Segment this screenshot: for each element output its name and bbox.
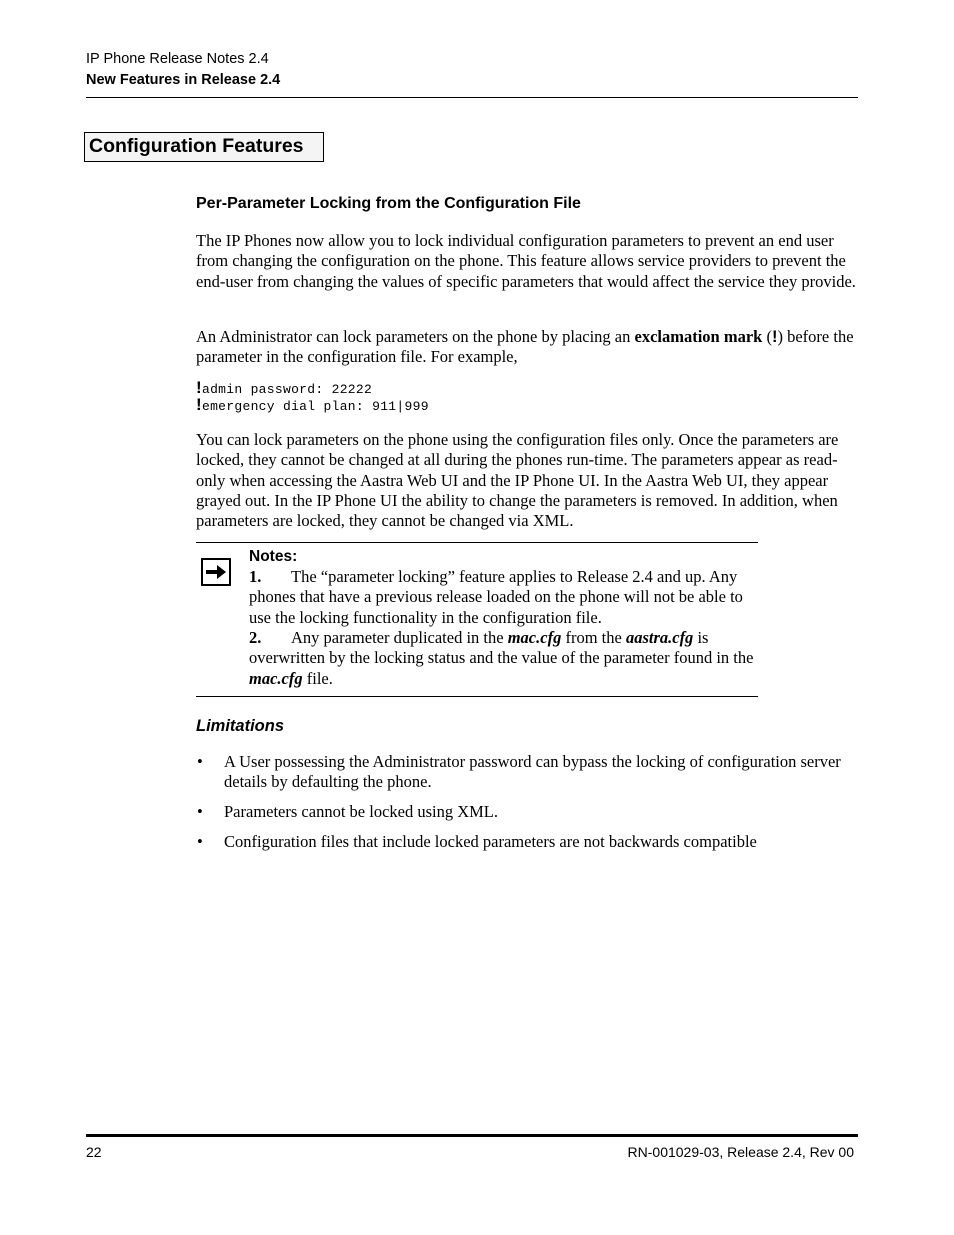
para2-paren: ( xyxy=(762,327,772,346)
paragraph-exclamation xyxy=(196,327,856,368)
filename: mac.cfg xyxy=(507,628,562,647)
code-text: admin password: 22222 xyxy=(201,382,373,397)
note-item xyxy=(249,567,759,628)
para2-before: An Administrator can lock parameters on the phone by placing an xyxy=(196,327,635,346)
note-text: The “parameter locking” feature applies to Release 2.4 and up. Any phones that have a previous release loaded on the phone will not be able to use the locking functionality in the configuration file. xyxy=(249,567,743,627)
header-title: IP Phone Release Notes 2.4 xyxy=(86,51,269,67)
header-section: New Features in Release 2.4 xyxy=(86,72,281,88)
para2-after: ) before the parameter in the configuration file. For example, xyxy=(196,327,854,367)
bullet-icon: • xyxy=(197,832,203,851)
list-item: A User possessing the Administrator password can bypass the locking of configuration server details by defaulting the phone. xyxy=(224,752,841,792)
bullet-icon: • xyxy=(197,802,203,821)
filename: aastra.cfg xyxy=(625,628,694,647)
limitations-heading: Limitations xyxy=(196,717,285,735)
note-number: 1. xyxy=(249,567,262,586)
notes-label: Notes: xyxy=(249,548,298,565)
note-number: 2. xyxy=(249,628,262,647)
code-text: emergency dial plan: 911|999 xyxy=(201,399,429,414)
document-id: RN-001029-03, Release 2.4, Rev 00 xyxy=(627,1144,854,1160)
header-rule xyxy=(86,97,858,98)
note-bottom-rule xyxy=(196,696,758,697)
page-number: 22 xyxy=(86,1144,102,1160)
list-item: Configuration files that include locked parameters are not backwards compatible xyxy=(224,832,757,851)
note-text: from the xyxy=(561,628,626,647)
list-item: Parameters cannot be locked using XML. xyxy=(224,802,499,821)
filename: mac.cfg xyxy=(249,668,303,688)
section-title: Configuration Features xyxy=(89,135,304,157)
code-line xyxy=(196,395,429,415)
para2-bold: exclamation mark xyxy=(634,327,763,346)
arrow-right-icon xyxy=(201,558,231,586)
lock-mark: ! xyxy=(196,378,202,397)
lock-mark: ! xyxy=(196,395,202,414)
note-text: Any parameter duplicated in the xyxy=(291,628,508,647)
note-text: file. xyxy=(302,668,333,688)
subheading: Per-Parameter Locking from the Configuration File xyxy=(196,195,581,212)
note-top-rule xyxy=(196,542,758,543)
paragraph-intro: The IP Phones now allow you to lock individual configuration parameters to prevent an end user from changing the configuration on the phone. This feature allows service providers to prevent the end-user from changing the values of specific parameters that would affect the service they provide. xyxy=(196,231,856,291)
paragraph-locking-details: You can lock parameters on the phone using the configuration files only. Once the parameters are locked, they cannot be changed at all during the phones run-time. The parameters appear as read-only when accessing the Aastra Web UI and the IP Phone UI. In the Aastra Web UI, they appear grayed out. In the IP Phone UI the ability to change the parameters is removed. In addition, when parameters are locked, they cannot be changed via XML. xyxy=(196,430,839,531)
exclamation-glyph: ! xyxy=(771,328,778,346)
footer-rule xyxy=(86,1134,858,1137)
note-text: is overwritten by the locking status and the value of the parameter found in the xyxy=(249,628,754,668)
note-item xyxy=(249,628,759,689)
bullet-icon: • xyxy=(197,752,203,771)
